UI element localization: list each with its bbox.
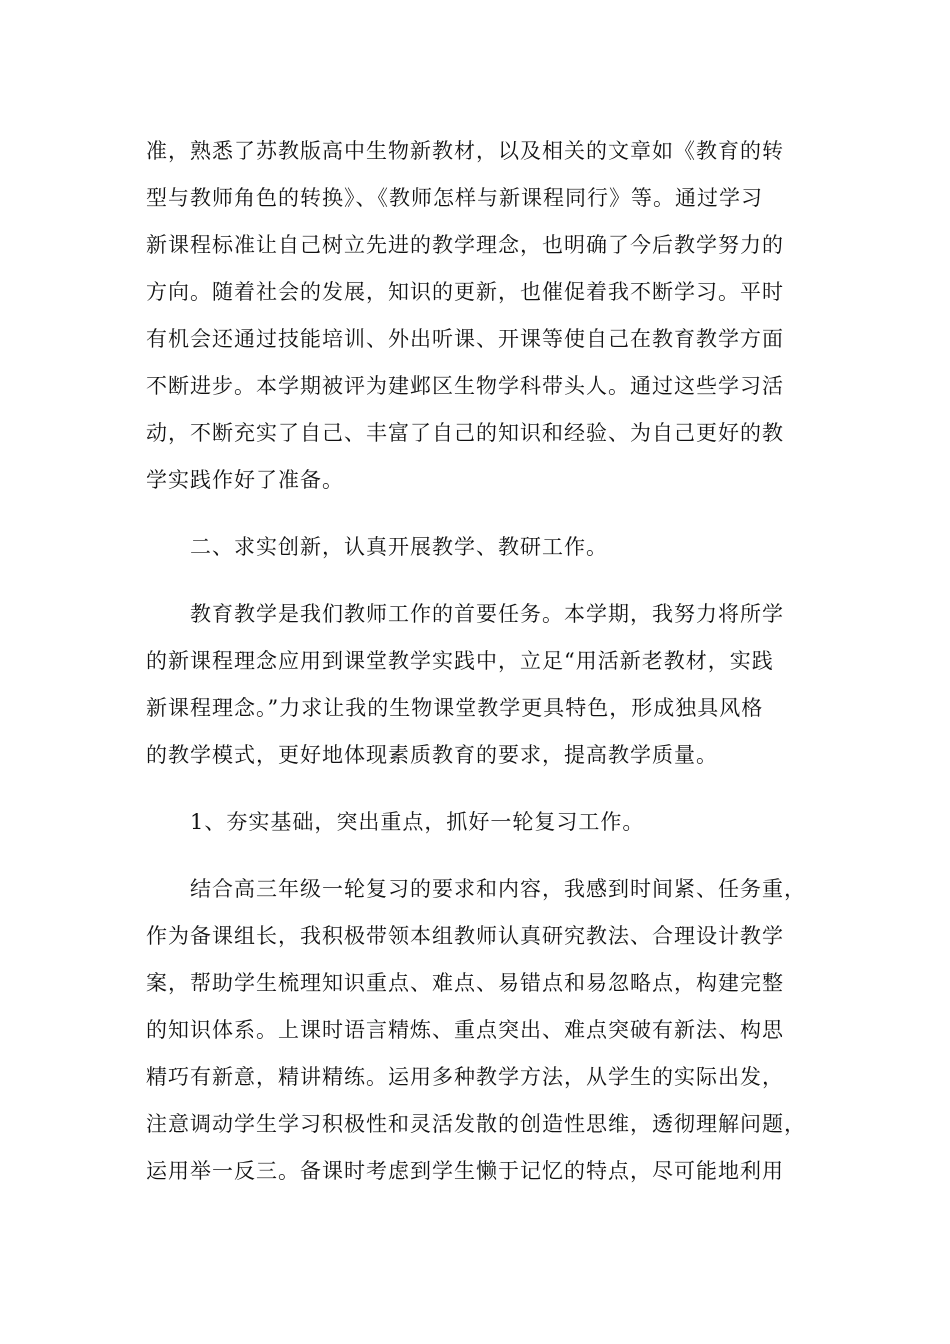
text-line: 的教学模式，更好地体现素质教育的要求，提高教学质量。 (146, 743, 718, 767)
text-line: 型与教师角色的转换》、《教师怎样与新课程同行》等。通过学习 (146, 186, 763, 210)
text-line: 注意调动学生学习积极性和灵活发散的创造性思维，透彻理解问题， (146, 1112, 806, 1136)
text-line: 学实践作好了准备。 (146, 468, 344, 492)
paragraph-1 (146, 128, 806, 504)
text-line: 作为备课组长，我积极带领本组教师认真研究教法、合理设计教学 (146, 924, 784, 948)
paragraph-gap (146, 846, 806, 866)
paragraph-gap (146, 779, 806, 799)
text-line: 案，帮助学生梳理知识重点、难点、易错点和易忽略点，构建完整 (146, 971, 784, 995)
section-heading-3: 1、夯实基础，突出重点，抓好一轮复习工作。 (190, 810, 645, 834)
section-heading-2: 二、求实创新，认真开展教学、教研工作。 (190, 535, 608, 559)
text-line: 运用举一反三。备课时考虑到学生懒于记忆的特点，尽可能地利用 (146, 1159, 784, 1183)
text-line: 精巧有新意，精讲精练。运用多种教学方法，从学生的实际出发， (146, 1065, 784, 1089)
text-line: 的知识体系。上课时语言精炼、重点突出、难点突破有新法、构思 (146, 1018, 784, 1042)
text-line: 新课程理念。”力求让我的生物课堂教学更具特色，形成独具风格 (146, 696, 764, 720)
text-line: 教育教学是我们教师工作的首要任务。本学期，我努力将所学 (190, 602, 784, 626)
text-line: 准，熟悉了苏教版高中生物新教材，以及相关的文章如《教育的转 (146, 139, 784, 163)
paragraph-3 (146, 866, 806, 1195)
paragraph-gap (146, 504, 806, 524)
paragraph-2 (146, 591, 806, 779)
document-body (146, 128, 806, 1195)
paragraph-gap (146, 571, 806, 591)
text-line: 的新课程理念应用到课堂教学实践中，立足“用活新老教材，实践 (146, 649, 774, 673)
text-line: 方向。随着社会的发展，知识的更新，也催促着我不断学习。平时 (146, 280, 784, 304)
text-line: 有机会还通过技能培训、外出听课、开课等使自己在教育教学方面 (146, 327, 784, 351)
text-line: 结合高三年级一轮复习的要求和内容，我感到时间紧、任务重， (190, 877, 806, 901)
text-line: 新课程标准让自己树立先进的教学理念，也明确了今后教学努力的 (146, 233, 784, 257)
text-line: 不断进步。本学期被评为建邺区生物学科带头人。通过这些学习活 (146, 374, 784, 398)
text-line: 动，不断充实了自己、丰富了自己的知识和经验、为自己更好的教 (146, 421, 784, 445)
